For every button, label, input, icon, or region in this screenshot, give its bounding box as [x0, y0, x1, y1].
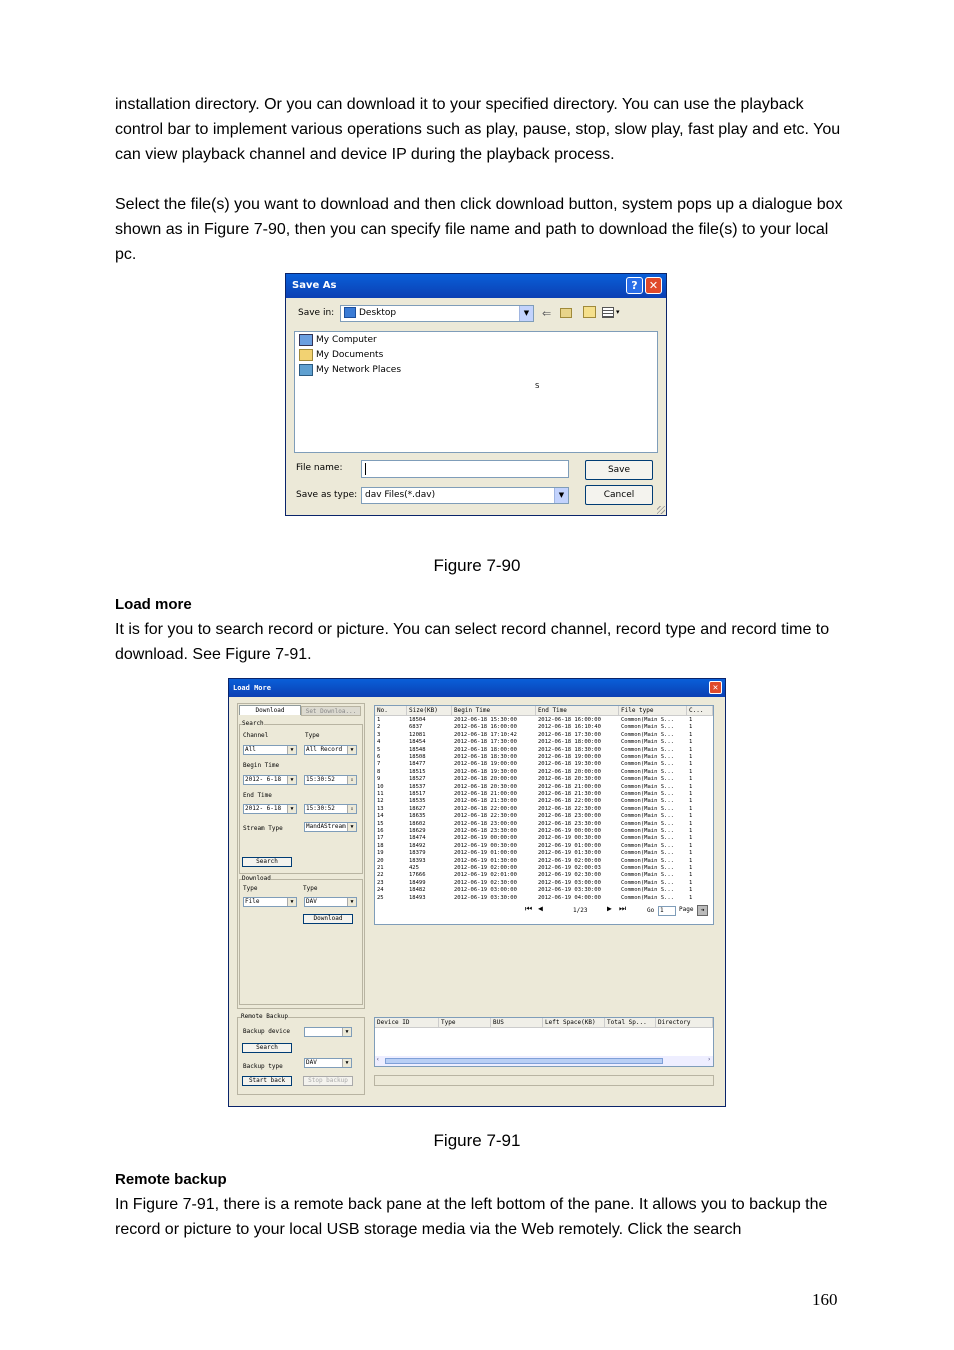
table-cell: 2012-06-19 02:30:00: [538, 872, 601, 879]
table-cell: 1: [689, 879, 693, 886]
file-name-label: File name:: [296, 463, 343, 473]
start-backup-button[interactable]: Start back: [242, 1076, 292, 1086]
text-cursor: [365, 463, 366, 475]
table-cell: Common(Main S...: [621, 813, 674, 820]
table-cell: 18548: [409, 746, 426, 753]
table-cell: 5: [377, 746, 381, 753]
stop-backup-button[interactable]: Stop backup: [303, 1076, 353, 1086]
stray-mark: S: [535, 382, 540, 390]
download-paragraph: Select the file(s) you want to download and then click download button, system pops up a dialogue box shown as in Figure 7-90, then you can specify file name and path to download the file(s) to your local pc.: [115, 196, 843, 263]
table-cell: 18477: [409, 761, 426, 768]
stream-type-select[interactable]: MandAStream ▼: [304, 822, 357, 832]
backup-type-label: Backup type: [243, 1063, 283, 1070]
save-in-dropdown[interactable]: [340, 305, 534, 322]
device-table-header: [375, 1018, 713, 1028]
column-header[interactable]: Type: [439, 1018, 491, 1027]
download-type-label: Type: [243, 885, 258, 892]
table-cell: 18482: [409, 887, 426, 894]
end-time-label: End Time: [243, 792, 272, 799]
column-header[interactable]: Begin Time: [452, 706, 536, 715]
table-cell: 1: [689, 835, 693, 842]
page-number: 160: [812, 1290, 838, 1309]
last-page-icon[interactable]: ⏭: [619, 904, 627, 913]
table-cell: 2012-06-18 22:30:00: [454, 813, 517, 820]
table-cell: 2012-06-18 20:00:00: [538, 768, 601, 775]
table-cell: 2012-06-18 19:00:00: [538, 754, 601, 760]
table-cell: 1: [689, 724, 693, 731]
table-cell: 22: [377, 872, 384, 879]
table-cell: 21: [377, 865, 384, 871]
back-icon[interactable]: ⇐: [542, 307, 552, 320]
table-cell: 1: [689, 768, 693, 775]
views-menu-icon[interactable]: [602, 307, 614, 318]
table-cell: 1: [689, 805, 693, 812]
table-cell: Common(Main S...: [621, 754, 674, 760]
table-cell: Common(Main S...: [621, 887, 674, 894]
backup-device-select[interactable]: [304, 1027, 352, 1037]
chevron-down-icon: ▼: [287, 805, 296, 813]
table-cell: 18535: [409, 798, 426, 805]
table-cell: 18602: [409, 820, 426, 827]
stream-type-label: Stream Type: [243, 825, 283, 832]
up-folder-icon[interactable]: [560, 308, 572, 318]
table-cell: 24: [377, 887, 384, 894]
save-as-type-label: Save as type:: [296, 490, 358, 500]
table-cell: 2012-06-18 15:30:00: [454, 717, 517, 723]
table-cell: 2012-06-18 22:00:00: [454, 805, 517, 812]
table-cell: 2012-06-19 00:00:00: [538, 828, 601, 834]
spinner-icon: ⇕: [347, 805, 356, 813]
table-cell: 1: [689, 894, 693, 901]
column-header[interactable]: No.: [375, 706, 407, 715]
table-cell: 2012-06-18 18:30:00: [454, 754, 517, 760]
channel-label: Channel: [243, 732, 269, 739]
table-cell: Common(Main S...: [621, 872, 674, 879]
table-cell: 425: [409, 865, 419, 871]
table-cell: 18515: [409, 768, 426, 775]
remote-backup-heading: Remote backup: [115, 1171, 227, 1188]
table-cell: 18527: [409, 776, 426, 783]
table-cell: 13: [377, 805, 384, 812]
page-number-input[interactable]: 1: [658, 906, 676, 916]
table-cell: 18517: [409, 791, 426, 797]
table-cell: 7: [377, 761, 381, 768]
table-cell: 17: [377, 835, 384, 842]
table-cell: Common(Main S...: [621, 776, 674, 783]
table-cell: Common(Main S...: [621, 857, 674, 864]
table-cell: Common(Main S...: [621, 791, 674, 797]
prev-page-icon[interactable]: ◀: [538, 904, 543, 913]
go-arrow-icon[interactable]: ➜: [697, 905, 708, 916]
table-cell: 18635: [409, 813, 426, 820]
table-cell: 1: [689, 776, 693, 783]
table-cell: 2012-06-19 03:00:00: [454, 887, 517, 894]
save-as-title-bar: [286, 274, 666, 298]
new-folder-icon[interactable]: [583, 306, 596, 318]
table-cell: Common(Main S...: [621, 850, 674, 857]
table-cell: 2012-06-18 17:30:00: [454, 739, 517, 746]
table-cell: 2012-06-19 04:00:00: [538, 894, 601, 901]
table-cell: Common(Main S...: [621, 835, 674, 842]
table-cell: 1: [689, 813, 693, 820]
table-cell: 2012-06-18 17:10:42: [454, 731, 517, 738]
table-cell: 18499: [409, 879, 426, 886]
download-format-label: Type: [303, 885, 318, 892]
table-cell: 2012-06-18 19:30:00: [538, 761, 601, 768]
table-cell: 2012-06-18 21:00:00: [454, 791, 517, 797]
table-cell: Common(Main S...: [621, 828, 674, 834]
table-cell: 18: [377, 842, 384, 849]
table-cell: 1: [689, 828, 693, 834]
go-label: Go: [647, 907, 655, 914]
table-cell: 1: [689, 717, 693, 723]
table-cell: 1: [689, 842, 693, 849]
intro-paragraph: installation directory. Or you can download it to your specified directory. You can use the playback control bar to implement various operations such as play, pause, stop, slow play, fast play and etc. You can view playback channel and device IP during the playback process.: [115, 96, 841, 163]
table-cell: Common(Main S...: [621, 724, 674, 731]
table-cell: 18508: [409, 754, 426, 760]
column-header[interactable]: Left Space(KB): [543, 1018, 605, 1027]
remote-backup-label: Remote Backup: [241, 1013, 288, 1020]
chevron-down-icon: ▼: [342, 1059, 351, 1067]
computer-icon: [299, 334, 313, 346]
load-more-title: Load More: [233, 684, 271, 692]
type-label: Type: [305, 732, 320, 739]
tab-download[interactable]: Download: [239, 705, 301, 715]
record-table[interactable]: [374, 705, 714, 925]
table-cell: 2012-06-19 03:30:00: [454, 894, 517, 901]
load-more-window: [228, 678, 726, 1107]
horizontal-scrollbar[interactable]: [375, 1056, 713, 1066]
table-cell: 8: [377, 768, 381, 775]
table-cell: 2012-06-18 16:00:00: [538, 717, 601, 723]
table-cell: 2012-06-18 16:00:00: [454, 724, 517, 731]
table-cell: 2012-06-18 18:00:00: [454, 746, 517, 753]
save-as-title: Save As: [292, 280, 337, 291]
table-cell: 6: [377, 754, 381, 760]
table-cell: 6837: [409, 724, 423, 731]
first-page-icon[interactable]: ⏮: [525, 904, 533, 913]
chevron-down-icon: ▼: [554, 488, 568, 503]
close-icon[interactable]: ✕: [645, 277, 662, 294]
table-cell: 1: [689, 887, 693, 894]
column-header[interactable]: Size(KB): [407, 706, 452, 715]
begin-time-spinner[interactable]: 15:30:52 ⇕: [304, 775, 357, 785]
column-header[interactable]: Device ID: [375, 1018, 439, 1027]
table-cell: 2012-06-19 01:30:00: [454, 857, 517, 864]
table-cell: Common(Main S...: [621, 798, 674, 805]
download-button[interactable]: Download: [303, 914, 353, 924]
begin-date-picker[interactable]: 2012- 6-18 ▼: [243, 775, 297, 785]
table-cell: 18474: [409, 835, 426, 842]
table-cell: 2012-06-18 16:10:40: [538, 724, 601, 731]
table-cell: 19: [377, 850, 384, 857]
table-cell: 2012-06-18 20:30:00: [538, 776, 601, 783]
table-cell: 9: [377, 776, 381, 783]
scroll-right-icon[interactable]: ›: [707, 1056, 711, 1063]
table-cell: Common(Main S...: [621, 879, 674, 886]
table-cell: 2012-06-18 21:30:00: [538, 791, 601, 797]
table-cell: 1: [689, 872, 693, 879]
table-cell: 20: [377, 857, 384, 864]
column-header[interactable]: File type: [619, 706, 687, 715]
table-cell: Common(Main S...: [621, 739, 674, 746]
chevron-down-icon: ▼: [519, 306, 533, 321]
backup-progress-bar: [374, 1075, 714, 1086]
scroll-left-icon[interactable]: ‹: [376, 1056, 380, 1063]
column-header[interactable]: BUS: [491, 1018, 543, 1027]
table-cell: 1: [689, 791, 693, 797]
table-cell: 2012-06-19 01:30:00: [538, 850, 601, 857]
page-label: Page: [679, 906, 694, 913]
table-cell: 2: [377, 724, 381, 731]
table-cell: 2012-06-19 03:00:00: [538, 879, 601, 886]
table-cell: 18379: [409, 850, 426, 857]
table-cell: 18454: [409, 739, 426, 746]
table-cell: 2012-06-19 01:00:00: [454, 850, 517, 857]
load-more-title-bar: [229, 679, 725, 697]
table-cell: 1: [689, 731, 693, 738]
table-cell: 16: [377, 828, 384, 834]
remote-search-button[interactable]: Search: [242, 1043, 292, 1053]
table-cell: 2012-06-19 02:30:00: [454, 879, 517, 886]
table-cell: 12: [377, 798, 384, 805]
table-cell: 17666: [409, 872, 426, 879]
table-cell: 10: [377, 783, 384, 790]
table-cell: Common(Main S...: [621, 731, 674, 738]
column-header[interactable]: C...: [687, 706, 713, 715]
end-time-spinner[interactable]: 15:30:52 ⇕: [304, 804, 357, 814]
cancel-button[interactable]: Cancel: [585, 485, 653, 505]
table-cell: 4: [377, 739, 381, 746]
table-cell: 1: [689, 761, 693, 768]
table-cell: 18629: [409, 828, 426, 834]
next-page-icon[interactable]: ▶: [607, 904, 612, 913]
table-cell: 2012-06-18 18:30:00: [538, 746, 601, 753]
load-more-paragraph: It is for you to search record or picture. You can select record channel, record type and record time to download. See Figure 7-91.: [115, 621, 830, 663]
load-more-heading: Load more: [115, 596, 192, 613]
table-cell: Common(Main S...: [621, 746, 674, 753]
table-cell: 2012-06-18 23:00:00: [454, 820, 517, 827]
table-cell: 2012-06-19 00:30:00: [538, 835, 601, 842]
table-cell: Common(Main S...: [621, 783, 674, 790]
table-cell: 25: [377, 894, 384, 901]
chevron-down-icon: ▼: [347, 823, 356, 831]
table-cell: 18504: [409, 717, 426, 723]
network-places-icon: [299, 364, 313, 376]
download-format-select[interactable]: DAV ▼: [304, 897, 357, 907]
table-cell: 2012-06-19 02:01:00: [454, 872, 517, 879]
figure-caption-7-90: Figure 7-90: [433, 556, 521, 575]
save-as-dialog: [285, 273, 667, 516]
record-table-header: [375, 706, 713, 716]
record-type-select[interactable]: All Record ▼: [304, 745, 357, 755]
table-cell: Common(Main S...: [621, 865, 674, 871]
file-name-input[interactable]: [361, 460, 569, 478]
chevron-down-icon: ▼: [287, 776, 296, 784]
table-cell: 2012-06-18 20:30:00: [454, 783, 517, 790]
table-cell: 2012-06-18 22:30:00: [538, 805, 601, 812]
chevron-down-icon: ▼: [347, 898, 356, 906]
help-icon[interactable]: ?: [626, 277, 643, 294]
table-cell: 1: [689, 820, 693, 827]
save-button[interactable]: Save: [585, 460, 653, 480]
table-cell: 2012-06-18 23:30:00: [454, 828, 517, 834]
begin-time-label: Begin Time: [243, 762, 280, 769]
table-cell: 14: [377, 813, 384, 820]
table-cell: Common(Main S...: [621, 768, 674, 775]
scrollbar-thumb[interactable]: [385, 1058, 663, 1064]
remote-backup-paragraph: In Figure 7-91, there is a remote back pane at the left bottom of the pane. It allows you to backup the record or picture to your local USB storage media via the Web remotely. Click the search: [115, 1196, 828, 1238]
table-cell: 2012-06-19 02:00:00: [538, 857, 601, 864]
table-cell: 2012-06-18 19:00:00: [454, 761, 517, 768]
close-icon[interactable]: ✕: [709, 681, 722, 694]
table-cell: 2012-06-19 00:00:00: [454, 835, 517, 842]
table-cell: 2012-06-18 20:00:00: [454, 776, 517, 783]
chevron-down-icon: ▼: [287, 746, 296, 754]
table-cell: 1: [689, 865, 693, 871]
table-cell: 18393: [409, 857, 426, 864]
download-group-label: Download: [242, 875, 271, 882]
views-dropdown-icon[interactable]: ▾: [616, 308, 620, 316]
save-in-label: Save in:: [298, 308, 335, 318]
table-cell: 2012-06-19 03:30:00: [538, 887, 601, 894]
table-cell: 2012-06-19 01:00:00: [538, 842, 601, 849]
spinner-icon: ⇕: [347, 776, 356, 784]
table-cell: 2012-06-18 17:30:00: [538, 731, 601, 738]
backup-device-label: Backup device: [243, 1028, 290, 1035]
list-item[interactable]: My Computer: [299, 333, 377, 347]
table-cell: 1: [689, 798, 693, 805]
table-cell: 11: [377, 791, 384, 797]
table-cell: 1: [377, 717, 381, 723]
table-row[interactable]: [375, 894, 713, 902]
backup-type-select[interactable]: DAV ▼: [304, 1058, 352, 1068]
save-in-value: Desktop: [359, 308, 397, 318]
column-header[interactable]: Total Sp...: [605, 1018, 656, 1027]
search-button[interactable]: Search: [242, 857, 292, 867]
table-cell: 18627: [409, 805, 426, 812]
table-cell: 18537: [409, 783, 426, 790]
file-list[interactable]: [294, 331, 658, 453]
download-type-select[interactable]: File ▼: [243, 897, 297, 907]
figure-caption-7-91: Figure 7-91: [433, 1131, 521, 1150]
table-cell: 2012-06-18 23:30:00: [538, 820, 601, 827]
table-cell: 2012-06-18 23:00:00: [538, 813, 601, 820]
search-group-label: Search: [242, 720, 264, 727]
table-cell: 2012-06-19 02:00:00: [454, 865, 517, 871]
table-cell: 2012-06-18 22:00:00: [538, 798, 601, 805]
chevron-down-icon: ▼: [347, 746, 356, 754]
table-cell: 23: [377, 879, 384, 886]
table-cell: Common(Main S...: [621, 820, 674, 827]
column-header[interactable]: Directory: [656, 1018, 713, 1027]
table-cell: 2012-06-19 00:30:00: [454, 842, 517, 849]
table-cell: 1: [689, 783, 693, 790]
list-item[interactable]: My Documents: [299, 348, 383, 362]
table-cell: 1: [689, 754, 693, 760]
table-cell: 2012-06-18 21:00:00: [538, 783, 601, 790]
channel-select[interactable]: All ▼: [243, 745, 297, 755]
device-table[interactable]: [374, 1017, 714, 1067]
chevron-down-icon: ▼: [342, 1028, 351, 1036]
table-cell: 2012-06-18 19:30:00: [454, 768, 517, 775]
table-cell: 12081: [409, 731, 426, 738]
desktop-icon: [344, 307, 356, 318]
table-cell: 2012-06-18 18:00:00: [538, 739, 601, 746]
table-cell: Common(Main S...: [621, 894, 674, 901]
table-cell: 3: [377, 731, 381, 738]
table-cell: 1: [689, 739, 693, 746]
table-cell: 2012-06-19 02:00:03: [538, 865, 601, 871]
save-as-type-dropdown[interactable]: dav Files(*.dav) ▼: [361, 487, 569, 504]
table-cell: Common(Main S...: [621, 717, 674, 723]
chevron-down-icon: ▼: [287, 898, 296, 906]
table-cell: 1: [689, 746, 693, 753]
table-cell: Common(Main S...: [621, 842, 674, 849]
table-cell: 18492: [409, 842, 426, 849]
table-cell: 1: [689, 850, 693, 857]
table-cell: 2012-06-18 21:30:00: [454, 798, 517, 805]
table-cell: Common(Main S...: [621, 761, 674, 768]
table-cell: 18493: [409, 894, 426, 901]
page-indicator: 1/23: [573, 907, 588, 914]
table-cell: 1: [689, 857, 693, 864]
table-cell: 15: [377, 820, 384, 827]
resize-grip-icon[interactable]: [657, 506, 665, 514]
column-header[interactable]: End Time: [536, 706, 619, 715]
tab-set-download[interactable]: Set Downloa...: [301, 706, 361, 716]
table-cell: Common(Main S...: [621, 805, 674, 812]
documents-folder-icon: [299, 349, 313, 361]
list-item[interactable]: My Network Places: [299, 363, 401, 377]
end-date-picker[interactable]: 2012- 6-18 ▼: [243, 804, 297, 814]
